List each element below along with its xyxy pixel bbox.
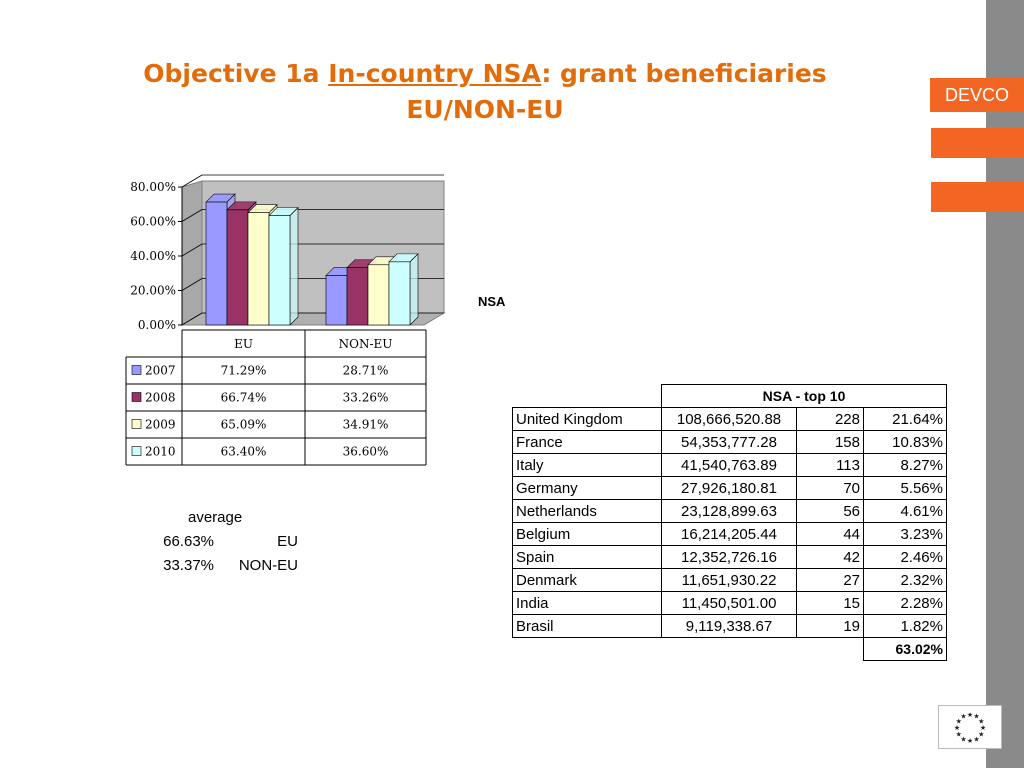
bar-2010-EU [269,216,290,325]
country-cell: France [513,431,662,454]
eu-star: ★ [953,724,961,732]
bar-side [290,208,298,325]
data-label: 66.74% [220,390,267,405]
y-tick-label: 20.00% [130,283,176,298]
country-cell: Netherlands [513,500,662,523]
count-cell: 15 [797,592,864,615]
right-sidebar-strip [986,0,1024,768]
share-cell: 5.56% [864,477,947,500]
amount-cell: 16,214,205.44 [662,523,797,546]
table-row [513,454,947,477]
y-tick-label: 0.00% [137,318,176,332]
y-tick-label: 40.00% [130,249,176,263]
eu-star: ★ [978,730,985,739]
share-cell: 8.27% [864,454,947,477]
eu-star: ★ [978,717,985,726]
country-cell: Denmark [513,569,662,592]
count-cell: 113 [797,454,864,477]
country-cell: Spain [513,546,662,569]
count-cell: 19 [797,615,864,638]
share-cell: 1.82% [864,615,947,638]
legend-label-2007: 2007 [145,363,176,378]
eu-star: ★ [966,737,974,745]
accent-bar-1 [931,128,1024,158]
amount-cell: 41,540,763.89 [662,454,797,477]
eu-star: ★ [973,712,980,721]
count-cell: 27 [797,569,864,592]
x-category-label: NON-EU [338,337,393,351]
title-line2: EU/NON-EU [406,95,564,124]
eu-flag-logo [938,705,1002,749]
count-cell: 44 [797,523,864,546]
table-row [513,431,947,454]
legend-swatch-2008 [132,393,141,402]
amount-cell: 108,666,520.88 [662,408,797,431]
amount-cell: 9,119,338.67 [662,615,797,638]
bar-chart [110,170,550,470]
bar-2008-EU [227,210,248,325]
accent-bar-2 [931,182,1024,212]
table-row [513,477,947,500]
amount-cell: 11,450,501.00 [662,592,797,615]
data-label: 65.09% [220,417,267,432]
average-eu-value: 66.63% [163,533,214,550]
share-cell: 21.64% [864,408,947,431]
country-cell: Italy [513,454,662,477]
eu-star: ★ [960,712,967,721]
average-nonEU-label: NON-EU [238,557,298,574]
bar-2010-NON-EU [389,262,410,325]
country-cell: Belgium [513,523,662,546]
amount-cell: 27,926,180.81 [662,477,797,500]
amount-cell: 23,128,899.63 [662,500,797,523]
table-row [513,615,947,638]
table-row [513,500,947,523]
eu-stars-icon [939,706,1001,748]
data-label: 33.26% [342,390,389,405]
eu-star: ★ [955,730,962,739]
count-cell: 228 [797,408,864,431]
bar-2008-NON-EU [347,268,368,325]
share-cell: 3.23% [864,523,947,546]
top10-total: 63.02% [864,638,947,661]
country-cell: Germany [513,477,662,500]
share-cell: 2.32% [864,569,947,592]
legend-swatch-2009 [132,420,141,429]
data-label: 36.60% [342,444,389,459]
bar-2007-EU [206,202,227,325]
slide-title [90,56,880,128]
country-cell: India [513,592,662,615]
devco-brand-label: DEVCO [930,78,1024,112]
y-tick-label: 60.00% [130,214,176,229]
eu-star: ★ [973,735,980,744]
data-label: 63.40% [220,444,267,459]
table-row [513,408,947,431]
share-cell: 10.83% [864,431,947,454]
country-cell: Brasil [513,615,662,638]
legend-swatch-2010 [132,447,141,456]
table-row [513,546,947,569]
data-label: 71.29% [220,363,267,378]
eu-star: ★ [966,711,974,719]
table-row [513,569,947,592]
eu-star: ★ [979,724,987,732]
legend-swatch-2007 [132,366,141,375]
legend-label-2009: 2009 [145,417,176,432]
nsa-top10-table [512,384,947,661]
bar-side [410,254,418,325]
table-row [513,592,947,615]
share-cell: 2.46% [864,546,947,569]
x-category-label: EU [234,337,253,351]
bar-2009-NON-EU [368,265,389,325]
amount-cell: 54,353,777.28 [662,431,797,454]
count-cell: 70 [797,477,864,500]
y-tick-label: 80.00% [130,180,176,194]
average-nonEU-value: 33.37% [163,557,214,574]
legend-label-2010: 2010 [145,444,176,459]
amount-cell: 11,651,930.22 [662,569,797,592]
data-label: 34.91% [342,417,389,432]
count-cell: 56 [797,500,864,523]
count-cell: 42 [797,546,864,569]
eu-star: ★ [960,735,967,744]
table-row [513,523,947,546]
title-underlined: In-country NSA [328,59,542,88]
count-cell: 158 [797,431,864,454]
legend-label-2008: 2008 [145,390,176,405]
amount-cell: 12,352,726.16 [662,546,797,569]
bar-2009-EU [248,213,269,325]
title-prefix: Objective 1a [143,59,329,88]
top10-header: NSA - top 10 [662,385,947,408]
average-header: average [188,509,243,526]
country-cell: United Kingdom [513,408,662,431]
share-cell: 4.61% [864,500,947,523]
nsa-label: NSA [478,294,506,309]
average-eu-label: EU [277,533,298,550]
data-label: 28.71% [342,363,389,378]
bar-2007-NON-EU [326,275,347,325]
share-cell: 2.28% [864,592,947,615]
chart-side-wall [182,181,202,325]
title-suffix: : grant beneficiaries [541,59,827,88]
eu-star: ★ [955,717,962,726]
